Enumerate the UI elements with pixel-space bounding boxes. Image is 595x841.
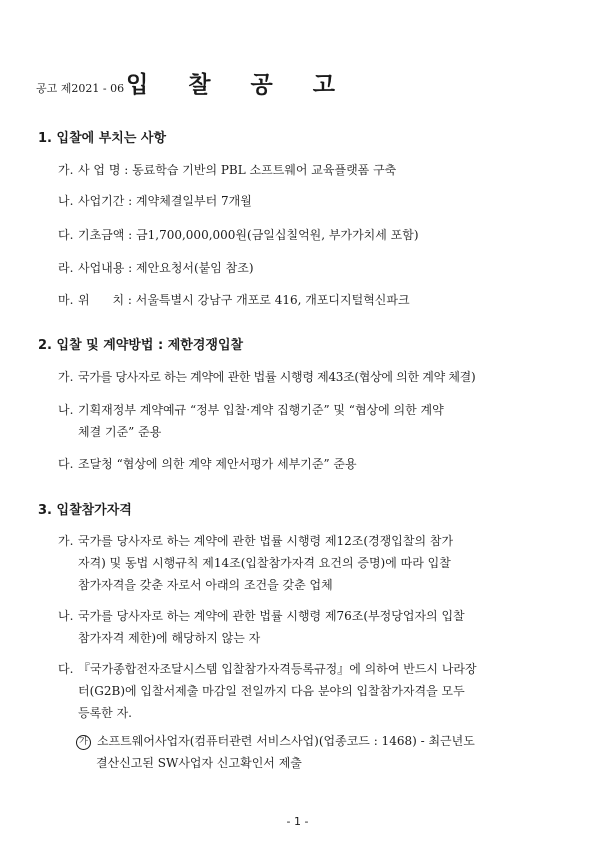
item-text: 참가자격을 갖춘 자로서 아래의 조건을 갖춘 업체: [78, 578, 333, 592]
page-number: - 1 -: [286, 815, 309, 828]
item-label: 가.: [58, 370, 74, 384]
list-item: [58, 605, 558, 649]
item-text: 국가를 당사자로 하는 계약에 관한 법률 시행령 제12조(경쟁입찰의 참가: [78, 534, 454, 548]
item-label: 나.: [58, 194, 74, 208]
sub-item-text: 소프트웨어사업자(컴퓨터관련 서비스사업)(업종코드 : 1468) - 최근년도: [97, 734, 475, 748]
sub-item-text: 결산신고된 SW사업자 신고확인서 제출: [96, 756, 302, 770]
item-text: 사업기간 : 계약체결일부터 7개월: [78, 194, 252, 208]
item-text: 조달청 “협상에 의한 계약 제안서평가 세부기준” 준용: [78, 457, 357, 471]
item-label: 나.: [58, 403, 74, 417]
item-label: 다.: [58, 662, 74, 676]
list-item: [58, 530, 558, 596]
item-label: 다.: [58, 228, 74, 242]
item-label: 가.: [58, 534, 74, 548]
item-label: 라.: [58, 261, 74, 275]
list-item: [58, 399, 558, 443]
item-text: 터(G2B)에 입찰서제출 마감일 전일까지 다음 분야의 입찰참가자격을 모두: [78, 684, 465, 698]
section-heading-3: 3. 입찰참가자격: [38, 503, 132, 518]
list-item: [58, 224, 558, 246]
list-item: [58, 257, 558, 279]
item-text: 사 업 명 : 동료학습 기반의 PBL 소프트웨어 교육플랫폼 구축: [78, 163, 397, 177]
item-text: 사업내용 : 제안요청서(붙임 참조): [78, 261, 254, 275]
circled-marker: 가: [76, 735, 91, 750]
item-text: 자격) 및 동법 시행규칙 제14조(입찰참가자격 요건의 증명)에 따라 입찰: [78, 556, 451, 570]
section-heading-1: 1. 입찰에 부치는 사항: [38, 131, 167, 146]
item-text: 국가를 당사자로 하는 계약에 관한 법률 시행령 제76조(부정당업자의 입찰: [78, 609, 465, 623]
list-item: [58, 658, 558, 724]
item-text: 기초금액 : 금1,700,000,000원(금일십칠억원, 부가가치세 포함): [78, 228, 419, 242]
item-label: 나.: [58, 609, 74, 623]
item-text: 참가자격 제한)에 해당하지 않는 자: [78, 631, 261, 645]
sub-item: [76, 730, 562, 774]
item-text: 체결 기준” 준용: [78, 425, 162, 439]
list-item: [58, 190, 558, 212]
section-heading-2: 2. 입찰 및 계약방법 : 제한경쟁입찰: [38, 338, 244, 353]
notice-number: 공고 제2021 - 06: [36, 82, 125, 95]
list-item: [58, 453, 558, 475]
item-label: 가.: [58, 163, 74, 177]
item-text: 위 치 : 서울특별시 강남구 개포로 416, 개포디지털혁신파크: [78, 293, 410, 307]
item-text: 등록한 자.: [78, 706, 132, 720]
list-item: [58, 159, 558, 181]
item-text: 국가를 당사자로 하는 계약에 관한 법률 시행령 제43조(협상에 의한 계약 체결): [78, 370, 476, 384]
item-text: 기획재정부 계약예규 “정부 입찰·계약 집행기준” 및 “협상에 의한 계약: [78, 403, 444, 417]
list-item: [58, 366, 558, 388]
page-title: 입 찰 공 고: [126, 71, 351, 98]
item-text: 『국가종합전자조달시스템 입찰참가자격등록규정』에 의하여 반드시 나라장: [78, 662, 477, 676]
notice-header: [36, 66, 351, 99]
item-label: 마.: [58, 293, 74, 307]
list-item: [58, 289, 558, 311]
item-label: 다.: [58, 457, 74, 471]
